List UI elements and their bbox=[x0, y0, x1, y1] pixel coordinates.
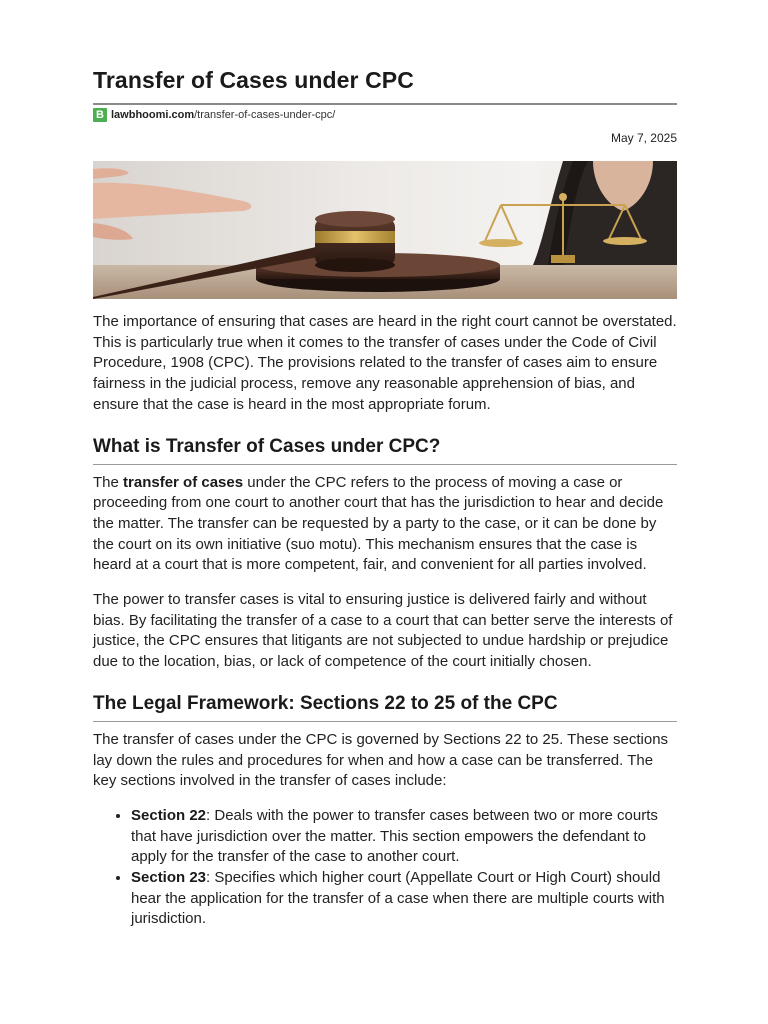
definition-term: transfer of cases bbox=[123, 473, 244, 491]
sections-list bbox=[93, 806, 677, 930]
list-item bbox=[131, 868, 677, 930]
section-description: : Deals with the power to transfer cases between two or more courts that have jurisdiction over the matter. This section empowers the defendant to apply for the transfer of the case to another court. bbox=[131, 806, 658, 866]
definition-post: under the CPC refers to the process of moving a case or proceeding from one court to another court that has the jurisdiction to hear and decide the matter. The transfer can be requested by a party to the case, or it can be done by the court on its own initiative (suo motu). This mechanism ensures that the case is heard at a court that is more competent, fair, and convenient for all parties involved. bbox=[93, 473, 664, 574]
section-label: Section 22 bbox=[131, 806, 207, 824]
definition-pre: The bbox=[93, 473, 124, 491]
publish-date: May 7, 2025 bbox=[610, 131, 677, 145]
section-heading-what-is: What is Transfer of Cases under CPC? bbox=[93, 436, 677, 465]
source-line bbox=[93, 108, 335, 122]
section-heading-legal-framework: The Legal Framework: Sections 22 to 25 of the CPC bbox=[93, 693, 677, 722]
article-body bbox=[93, 312, 677, 930]
section-label: Section 23 bbox=[131, 869, 207, 887]
page-title: Transfer of Cases under CPC bbox=[93, 67, 677, 105]
site-favicon-icon: B bbox=[93, 108, 107, 122]
source-link[interactable] bbox=[111, 109, 335, 121]
framework-paragraph: The transfer of cases under the CPC is governed by Sections 22 to 25. These sections lay down the rules and procedures for when and how a case can be transferred. The key sections involved in the transfer of cases include: bbox=[93, 730, 669, 790]
list-item bbox=[131, 806, 677, 868]
importance-paragraph: The power to transfer cases is vital to ensuring justice is delivered fairly and without bias. By facilitating the transfer of a case to a court that can better serve the interests of justice, the CPC ensures that litigants are not subjected to undue hardship or prejudice due to the location, bias, or lack of competence of the court initially chosen. bbox=[93, 591, 673, 671]
gavel-scales-illustration bbox=[93, 161, 677, 299]
intro-paragraph: The importance of ensuring that cases are heard in the right court cannot be overstated. This is particularly true when it comes to the transfer of cases under the Code of Civil Procedure, 1908 (CPC). The provisions related to the transfer of cases aim to ensure fairness in the judicial process, remove any reasonable apprehension of bias, and ensure that the case is heard in the most appropriate forum. bbox=[93, 313, 677, 413]
hero-image bbox=[93, 161, 677, 299]
definition-paragraph bbox=[93, 473, 677, 577]
source-path[interactable]: /transfer-of-cases-under-cpc/ bbox=[194, 109, 336, 121]
source-domain[interactable]: lawbhoomi.com bbox=[111, 109, 195, 121]
section-description: : Specifies which higher court (Appellate Court or High Court) should hear the application for the transfer of a case when there are multiple courts with jurisdiction. bbox=[131, 869, 665, 928]
